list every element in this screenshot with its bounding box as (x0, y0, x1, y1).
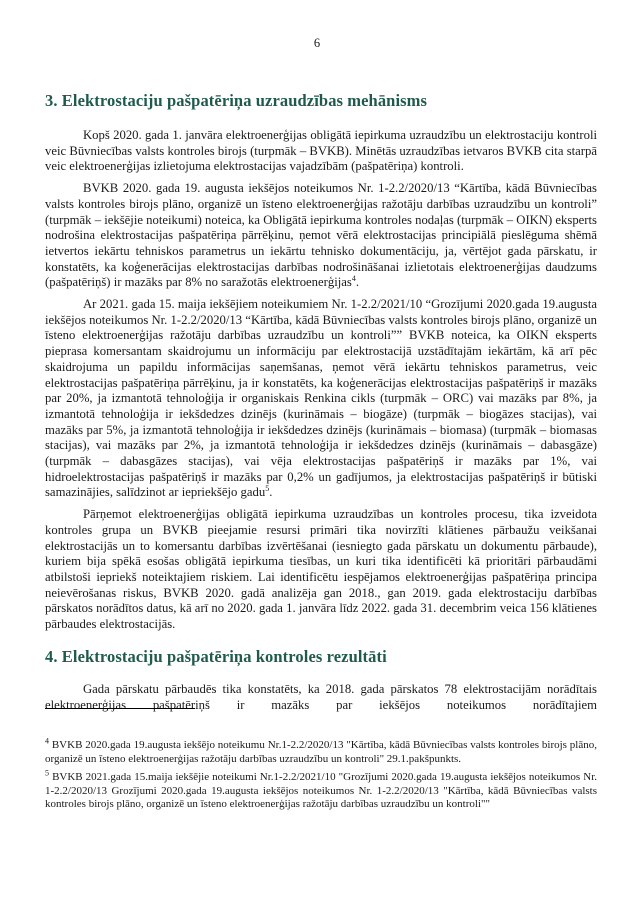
footnotes (45, 736, 598, 817)
page-number: 6 (313, 36, 321, 50)
section-3-heading: 3. Elektrostaciju pašpatēriņa uzraudzības mehānisms (45, 91, 428, 110)
section-4-heading: 4. Elektrostaciju pašpatēriņa kontroles rezultāti (45, 647, 387, 666)
footnote-ref[interactable]: 4 (351, 274, 356, 284)
paragraph: BVKB 2020. gada 19. augusta iekšējos noteikumos Nr. 1-2.2/2020/13 “Kārtība, kādā Būvniecības valsts kontroles birojs plāno, organizē un īsteno elektroenerģijas ražotāju darbības uzraudzību un kontroli” (turpmāk – iekšējie noteikumi) noteica, ka Obligātā iepirkuma kontroles nodaļas (turpmāk – OIKN) eksperts nodrošina elektrostacijas pašpatēriņa pārrēķinu, ņemot vērā elektrostacijas principiālā pieslēguma shēmā ietvertos iekārtu tehniskos parametrus un iekārtu tehnisko dokumentāciju, ja, vērtējot gada pārskatu, ir konstatēts, ka koģenerācijas elektrostacijas darbības nodrošināšanai izlietotais elektroenerģijas daudzums (pašpatēriņš) ir mazāks par 8% no saražotās elektroenerģijas$^4$. (45, 181, 597, 290)
paragraph: Ar 2021. gada 15. maija iekšējiem noteikumiem Nr. 1-2.2/2021/10 “Grozījumi 2020.gada 19.augusta iekšējos noteikumos Nr. 1-2.2/2020/13 “Kārtība, kādā Būvniecības valsts kontroles birojs plāno, organizē un īsteno elektroenerģijas ražotāju darbības uzraudzību un kontroli”” BVKB noteica, ka OIKN eksperts pieprasa komersantam skaidrojumu un informāciju par elektrostacijā uzstādītajām iekārtām, kā arī pēc skaidrojuma un papildu informācijas saņemšanas, ņemot vērā iekārtu tehniskos parametrus, veic elektrostacijas pašpatēriņa pārrēķinu, ja ir konstatēts, ka koģenerācijas elektrostacijas pašpatēriņš ir mazāks par 20%, ja izmantotā tehnoloģija ir organiskais Renkina cikls (turpmāk – ORC) vai mazāks par 8%, ja izmantotā tehnoloģija ir iekšdedzes dzinējs (kurināmais – biogāze) (turpmāk – biogāzes stacijas), vai mazāks par 5%, ja izmantotā tehnoloģija ir iekšdedzes dzinējs (kurināmais – biomasa) (turpmāk – biomasas stacijas), vai mazāks par 2%, ja izmantotā tehnoloģija ir iekšdedzes dzinējs (kurināmais – dabasgāze) (turpmāk – dabasgāzes stacijas), vai vēja elektrostacijas pašpatēriņš ir mazāks par 1%, vai hidroelektrostacijas pašpatēriņš ir mazāks par 0,2% un gadījumos, ja elektrostacijas pašpatēriņš ir būtiski samazinājies, salīdzinot ar iepriekšējo gadu$^5$. (45, 297, 597, 500)
section-3 (45, 91, 597, 639)
paragraph: Kopš 2020. gada 1. janvāra elektroenerģijas obligātā iepirkuma uzraudzību un elektrostaciju kontroli veic Būvniecības valsts kontroles birojs (turpmāk – BVKB). Minētās uzraudzības ietvaros BVKB cita starpā veic elektroenerģijas izlietojuma elektrostacijas vajadzībām (pašpatēriņa) kontroli. (45, 128, 597, 174)
footnote-5: $^5$ BVKB 2021.gada 15.maija iekšējie noteikumi Nr.1-2.2/2021/10 "Grozījumi 2020.gada 19.augusta iekšējos noteikumos Nr. 1-2.2/2020/13 Grozījumi 2020.gada 19.augusta iekšējos noteikumos Nr. 1-2.2/2020/13 "Kārtība, kādā Būvniecības valsts kontroles birojs plāno, organizē un īsteno elektroenerģijas ražotāju darbības uzraudzību un kontroli"" (45, 768, 598, 810)
footnote-4: $^4$ BVKB 2020.gada 19.augusta iekšējo noteikumu Nr.1-2.2/2020/13 "Kārtība, kādā Būvniecības valsts kontroles birojs plāno, organizē un īsteno elektroenerģijas ražotāju darbības uzraudzību un kontroli" 29.1.pakšpunkts. (45, 736, 597, 765)
footnote-ref[interactable]: 5 (265, 484, 270, 494)
footnote-divider (45, 708, 195, 709)
paragraph: Pārņemot elektroenerģijas obligātā iepirkuma uzraudzības un kontroles procesu, tika izveidota kontroles grupa un BVKB pieejamie resursi primāri tika novirzīti klātienes pārbaužu veikšanai elektrostacijās un to komersantu darbības izvērtēšanai (iesniegto gada pārskatu un dokumentu pārbaude), kuriem bija spēkā esošas obligātā iepirkuma tiesības, un kuri tika identificēti kā prioritāri pārbaudāmi atbilstoši iepriekš noteiktajiem riskiem. Lai identificētu iespējamos elektroenerģijas pašpatēriņa principa neievērošanas riskus, BVKB 2020. gadā analizēja gan 2018., gan 2019. gada elektrostaciju darbības pārskatos norādītos datus, kā arī no 2020. gada 1. janvāra līdz 2022. gada 31. decembrim veica 156 klātienes pārbaudes elektrostacijās. (45, 507, 597, 632)
paragraph: Gada pārskatu pārbaudēs tika konstatēts, ka 2018. gada pārskatos 78 elektrostacijām norādītais elektroenerģijas pašpatēriņš ir mazāks par iekšējos noteikumos norādītajiem (45, 682, 597, 712)
